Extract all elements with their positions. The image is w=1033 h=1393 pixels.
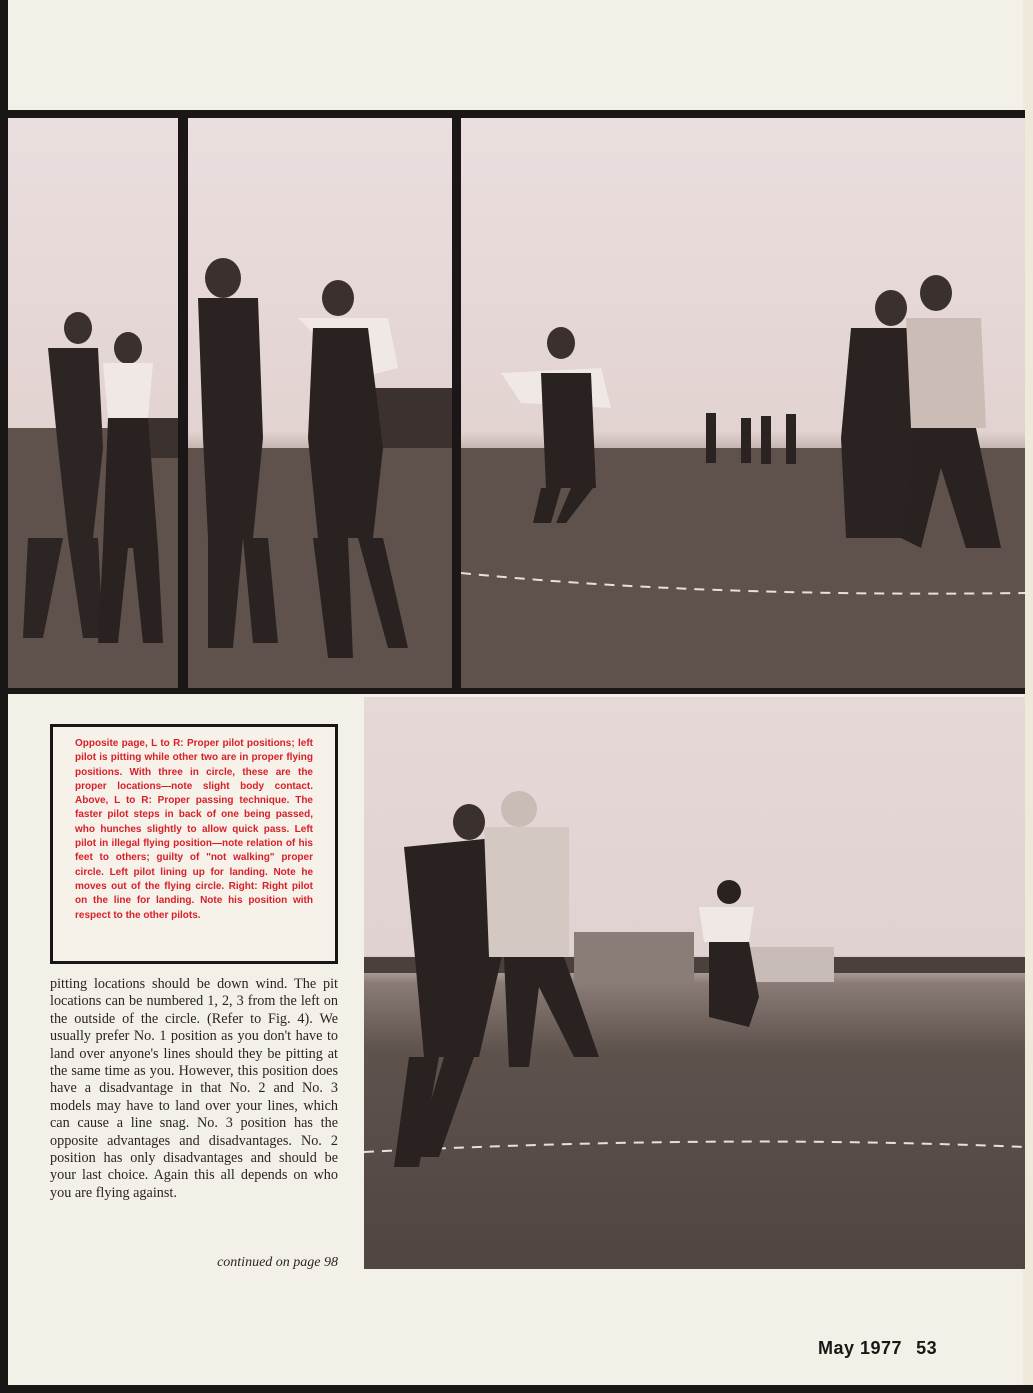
photo-pilots-circle-3 xyxy=(461,118,1025,688)
article-body-text: pitting locations should be down wind. The pit locations can be numbered 1, 2, 3 from the left on the outside of the circle. (Refer to Fig. 4). We usually prefer No. 1 position as you don't have to land over anyone's lines should they be pitting at the same time as you. However, this position does have a disadvantage in that No. 2 and No. 3 models may have to land over your lines, which can cause a line snag. No. 3 position has the opposite advantages and disadvantages. No. 2 position has only disadvantages and should be your last choice. Again this all depends on who you are flying against. xyxy=(50,976,338,1201)
continued-note: continued on page 98 xyxy=(217,1255,338,1270)
page-bottom-edge xyxy=(0,1385,1033,1393)
page-binding-edge xyxy=(0,0,8,1393)
page-footer xyxy=(818,1338,937,1359)
photo-caption: Opposite page, L to R: Proper pilot positions; left pilot is pitting while other two are in proper flying positions. With three in circle, these are the proper locations—note slight body contact. Above, L to R: Proper passing technique. The faster pilot steps in back of one being passed, who hunches slightly to allow quick pass. Left pilot in illegal flying position—note relation of his feet to others; guilty of "not walking" proper circle. Left pilot lining up for landing. Note he moves out of the flying circle. Right: Right pilot on the line for landing. Note his position with respect to the other pilots. xyxy=(75,738,313,921)
photo-caption-box xyxy=(50,724,338,964)
photo-pilots-circle-2 xyxy=(188,118,452,688)
top-photo-strip xyxy=(8,110,1025,694)
photo-pilots-circle-1 xyxy=(8,118,178,688)
photo-pilot-landing-line xyxy=(364,697,1025,1269)
issue-date: May 1977 xyxy=(818,1338,903,1358)
page-number: 53 xyxy=(916,1338,938,1358)
